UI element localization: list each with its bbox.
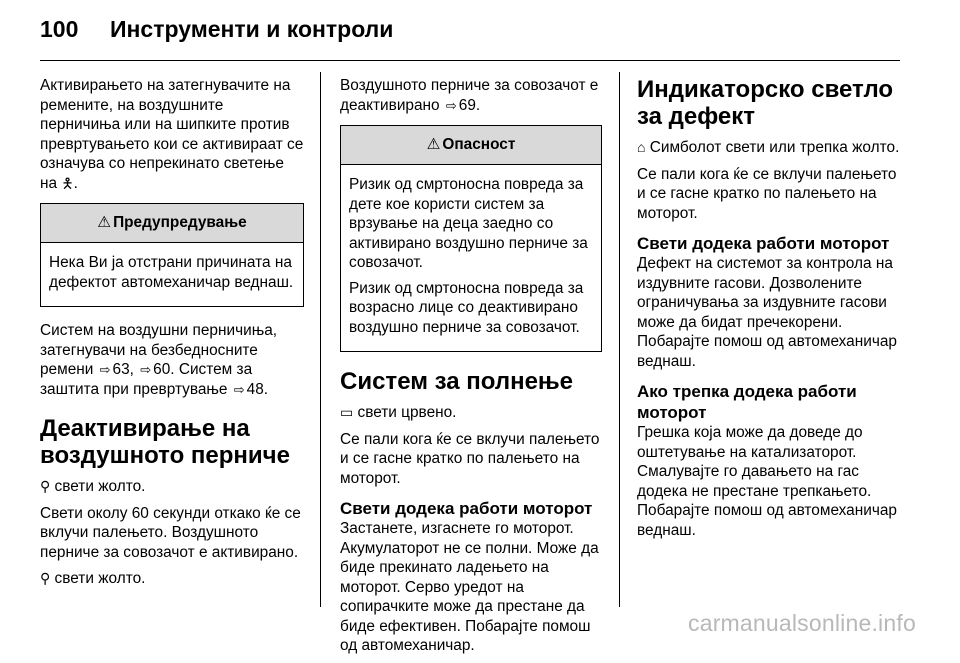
column-2 [340,76,602,663]
paragraph: Грешка која може да доведе до оштетување на катализаторот. Смалувајте го давањето на гас додека не престане трепкањето. Побарајте помош од автомеханичар веднаш. [637,424,897,539]
paragraph: Дефект на системот за контрола на издувните гасови. Дозволените ограничувања за издувните гасови може да бидат пречекорени. Побарајте помош од автомеханичар веднаш. [637,255,897,370]
paragraph: Систем на воздушни перничиња, затегнувачи на безбедносните ремени ⇨ 63, ⇨ 60. Систем за заштита при превртување ⇨ 48. [40,322,278,398]
reference-arrow-icon: ⇨ [140,362,152,377]
page-ref-link[interactable]: 48. [246,380,269,398]
reference-arrow-icon: ⇨ [233,381,245,397]
page-ref-link[interactable]: 63, [112,361,134,378]
airbag-off-icon: ⚲ [40,478,51,494]
danger-text: Ризик од смртоносна повреда за дете кое користи систем за врзување на деца заедно со активирано воздушно перниче за совозачот. [349,176,588,271]
battery-icon: ▭ [340,404,354,420]
page-number: 100 [40,16,79,42]
paragraph: ▭ свети црвено. [340,404,457,421]
paragraph: Активирањето на затегнувачите на ремените, на воздушните перничиња или на шипките против превртувањето кои се активираат се означува со непрекинато светење на 🯅. [40,77,304,192]
airbag-warning-icon: 🯅 [61,174,74,191]
airbag-on-icon: ⚲ [40,570,51,586]
warning-text: Нека Ви ја отстрани причината на дефектот автомеханичар веднаш. [49,254,294,291]
paragraph: Се пали кога ќе се вклучи палењето и се гасне кратко по палењето на моторот. [340,430,600,487]
warning-triangle-icon: ⚠ [426,136,441,154]
paragraph: Се пали кога ќе се вклучи палењето и се гасне кратко по палењето на моторот. [637,165,897,222]
subsection-heading: Ако трепка додека работи моторот [637,382,857,422]
warning-title: Предупредување [113,214,247,232]
paragraph: Воздушното перниче за совозачот е деактивирано ⇨ 69. [340,77,599,114]
page-header [40,16,393,52]
paragraph: ⚲ свети жолто. [40,478,146,495]
watermark: carmanualsonline.info [688,610,916,636]
danger-title: Опасност [442,136,516,154]
reference-arrow-icon: ⇨ [99,362,111,377]
section-heading: Индикаторско светло за дефект [637,76,894,130]
page-ref-link[interactable]: 60. [153,361,175,378]
column-divider [320,72,321,607]
column-1 [40,76,304,596]
reference-arrow-icon: ⇨ [445,97,457,113]
section-heading: Деактивирање на воздушното перниче [40,415,290,469]
engine-malfunction-icon: ⌂ [637,139,646,155]
subsection-heading: Свети додека работи моторот [340,499,593,518]
column-3 [637,76,901,547]
section-heading: Систем за полнење [340,368,574,395]
danger-box [340,125,602,352]
column-divider [619,72,620,607]
paragraph: Застанете, изгаснете го моторот. Акумулаторот не се полни. Може да биде прекинато ладењето на моторот. Серво уредот на сопирачките може да престане да биде ефективен. Побарајте помош од автомеханичар. [340,520,599,654]
warning-triangle-icon: ⚠ [97,214,112,232]
subsection-heading: Свети додека работи моторот [637,234,890,253]
chapter-title: Инструменти и контроли [110,16,394,42]
danger-text: Ризик од смртоносна повреда за возрасно лице со деактивирано воздушно перниче за совозачот. [349,279,584,336]
page-ref-link[interactable]: 69. [458,96,481,114]
paragraph: ⌂ Симболот свети или трепка жолто. [637,139,900,156]
danger-header [341,126,601,165]
paragraph: Свети околу 60 секунди откако ќе се вклучи палењето. Воздушното перниче за совозачот е активирано. [40,504,301,561]
warning-box [40,203,304,307]
header-rule [40,60,900,61]
warning-header [41,204,303,243]
paragraph: ⚲ свети жолто. [40,570,146,587]
